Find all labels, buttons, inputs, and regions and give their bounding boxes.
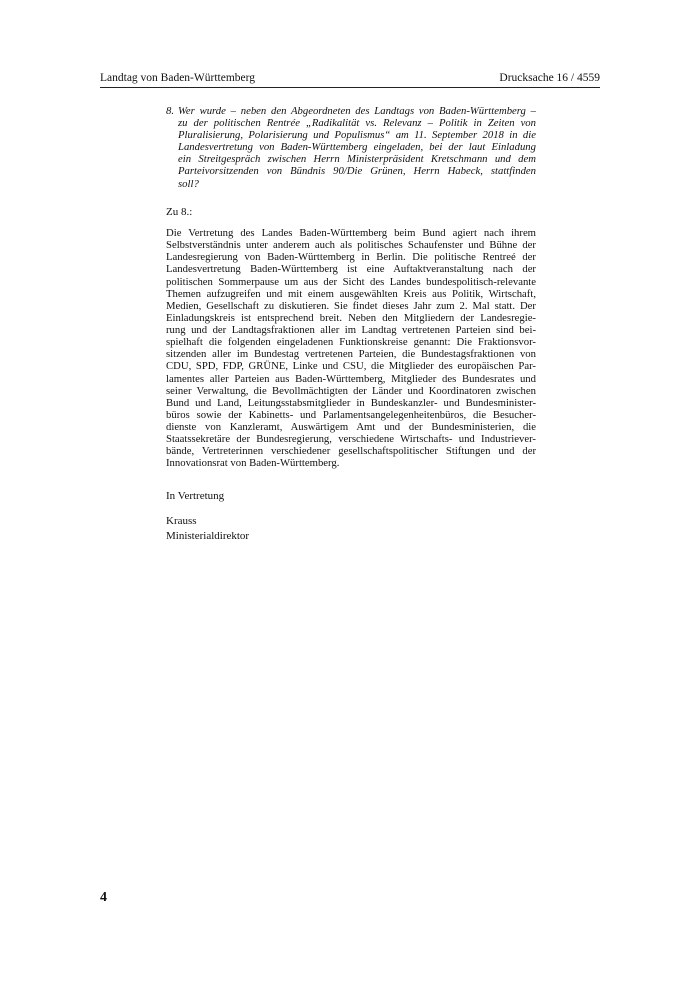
- answer-line: Landesregierung von Baden-Württemberg in Berlin. Die politische Rentreé der: [166, 251, 536, 264]
- closing-title: Ministerialdirektor: [166, 530, 250, 542]
- page-number: 4: [100, 890, 107, 905]
- answer-line: rung und der Landtagsfraktionen aller im Landtag vertretenen Parteien sind bei-: [166, 324, 536, 336]
- closing-representation: In Vertretung: [166, 490, 225, 502]
- question-line: Landesvertretung von Baden-Württemberg eingeladen, bei der laut Einladung: [178, 141, 536, 154]
- answer-line: spielhaft die folgenden eingeladenen Funktionskreise genannt: Die Fraktionsvor-: [166, 336, 536, 349]
- answer-line: Selbstverständnis unter anderem auch als politisches Schaufenster und Bühne der: [166, 239, 536, 252]
- header-rule: [100, 87, 600, 88]
- answer-line: Medien, Gesellschaft zu diskutieren. Sie findet dieses Jahr zum 2. Mal statt. Der: [166, 299, 536, 312]
- header-right: Drucksache 16 / 4559: [499, 72, 600, 84]
- question-line: Wer wurde – neben den Abgeordneten des Landtags von Baden-Württemberg –: [178, 105, 536, 117]
- answer-line: lamentes aller Parteien aus Baden-Württemberg, Mitglieder des Bundesrates und: [166, 372, 536, 385]
- question-block: [166, 105, 536, 190]
- answer-line: Innovationsrat von Baden-Württemberg.: [166, 457, 340, 470]
- answer-line: Themen aufzugreifen und mit einem ausgewählten Kreis aus Politik, Wirtschaft,: [166, 287, 536, 300]
- question-line: Parteivorsitzenden von Bündnis 90/Die Grünen, Herrn Habeck, stattfinden: [178, 165, 536, 178]
- answer-line: seiner Verwaltung, die Bevollmächtigten der Länder und Koordinatoren zwischen: [166, 384, 536, 397]
- question-line: ein Streitgespräch zwischen Herrn Ministerpräsident Kretschmann und dem: [178, 153, 536, 166]
- answer-line: sitzenden aller im Bundestag vertretenen Parteien, die Bundestagsfraktionen von: [166, 348, 536, 361]
- page-header: [100, 71, 600, 85]
- closing-name: Krauss: [166, 515, 197, 527]
- question-line: soll?: [178, 177, 199, 190]
- answer-line: bände, Vertreterinnen verschiedener gesellschaftspolitischer Stiftungen und der: [166, 445, 536, 458]
- question-line: Pluralisierung, Polarisierung und Populismus“ am 11. September 2018 in die: [178, 129, 536, 142]
- answer-line: CDU, SPD, FDP, GRÜNE, Linke und CSU, die Mitglieder des europäischen Par-: [166, 360, 536, 373]
- answer-line: Die Vertretung des Landes Baden-Württemberg beim Bund agiert nach ihrem: [166, 227, 536, 239]
- answer-line: politischen Sommerpause um aus der Sicht des Landes bundespolitisch-relevante: [166, 275, 536, 288]
- answer-line: Landesvertretung Baden-Württemberg ist eine Auftaktveranstaltung nach der: [166, 263, 536, 276]
- question-line: zu der politischen Rentrée „Radikalität vs. Relevanz – Politik in Zeiten von: [178, 117, 536, 130]
- answer-line: dienste von Kanzleramt, Auswärtigem Amt und der Bundesministerien, die: [166, 421, 536, 433]
- answer-line: Staatssekretäre der Bundesregierung, verschiedene Wirtschafts- und Industriever-: [166, 433, 536, 446]
- answer-line: Bund und Land, Leitungsstabsmitglieder in Bundeskanzler- und Bundesminister-: [166, 396, 536, 409]
- header-left: Landtag von Baden-Württemberg: [100, 72, 255, 84]
- answer-text: [166, 227, 536, 470]
- answer-label: Zu 8.:: [166, 206, 193, 218]
- answer-line: büros sowie der Kabinetts- und Parlamentsangelegenheitenbüros, die Besucher-: [166, 408, 536, 421]
- question-number: 8.: [166, 105, 175, 117]
- question-text: [178, 105, 536, 190]
- answer-line: Einladungskreis ist entsprechend breit. Neben den Mitgliedern der Landesregie-: [166, 311, 536, 324]
